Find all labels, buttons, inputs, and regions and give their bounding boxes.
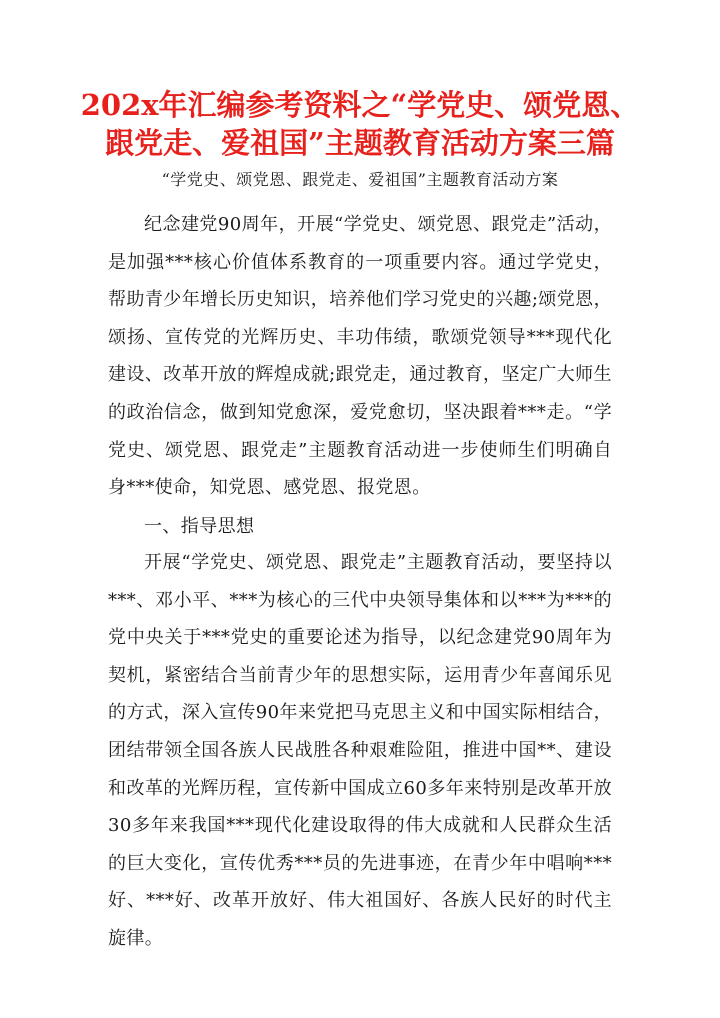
intro-paragraph: 纪念建党90周年，开展“学党史、颂党恩、跟党走”活动，是加强***核心价值体系教育的一项重要内容。通过学党史，帮助青少年增长历史知识，培养他们学习党史的兴趣;颂党恩，颂扬、宣传党的光辉历史、丰功伟绩，歌颂党领导***现代化建设、改革开放的辉煌成就;跟党走，通过教育，坚定广大师生的政治信念，做到知党愈深，爱党愈切，坚决跟着***走。“学党史、颂党恩、跟党走”主题教育活动进一步使师生们明确自身***使命，知党恩、感党恩、报党恩。 — [108, 214, 612, 499]
document-subtitle: “学党史、颂党恩、跟党走、爱祖国”主题教育活动方案 — [161, 170, 559, 189]
title-line-1: 202x年汇编参考资料之“学党史、颂党恩、 — [80, 88, 640, 122]
guiding-thought-paragraph: 开展“学党史、颂党恩、跟党走”主题教育活动，要坚持以***、邓小平、***为核心的三代中央领导集体和以***为***的党中央关于***党史的重要论述为指导，以纪念建党90周年为契机，紧密结合当前青少年的思想实际，运用青少年喜闻乐见的方式，深入宣传90年来党把马克思主义和中国实际相结合，团结带领全国各族人民战胜各种艰难险阻，推进中国**、建设和改革的光辉历程，宣传新中国成立60多年来特别是改革开放30多年来我国***现代化建设取得的伟大成就和人民群众生活的巨大变化，宣传优秀***员的先进事迹，在青少年中唱响***好、***好、改革开放好、伟大祖国好、各族人民好的时代主旋律。 — [108, 552, 612, 949]
title-line-2: 跟党走、爱祖国”主题教育活动方案三篇 — [105, 126, 615, 160]
section-heading: 一、指导思想 — [144, 516, 255, 537]
document-title — [60, 86, 660, 162]
